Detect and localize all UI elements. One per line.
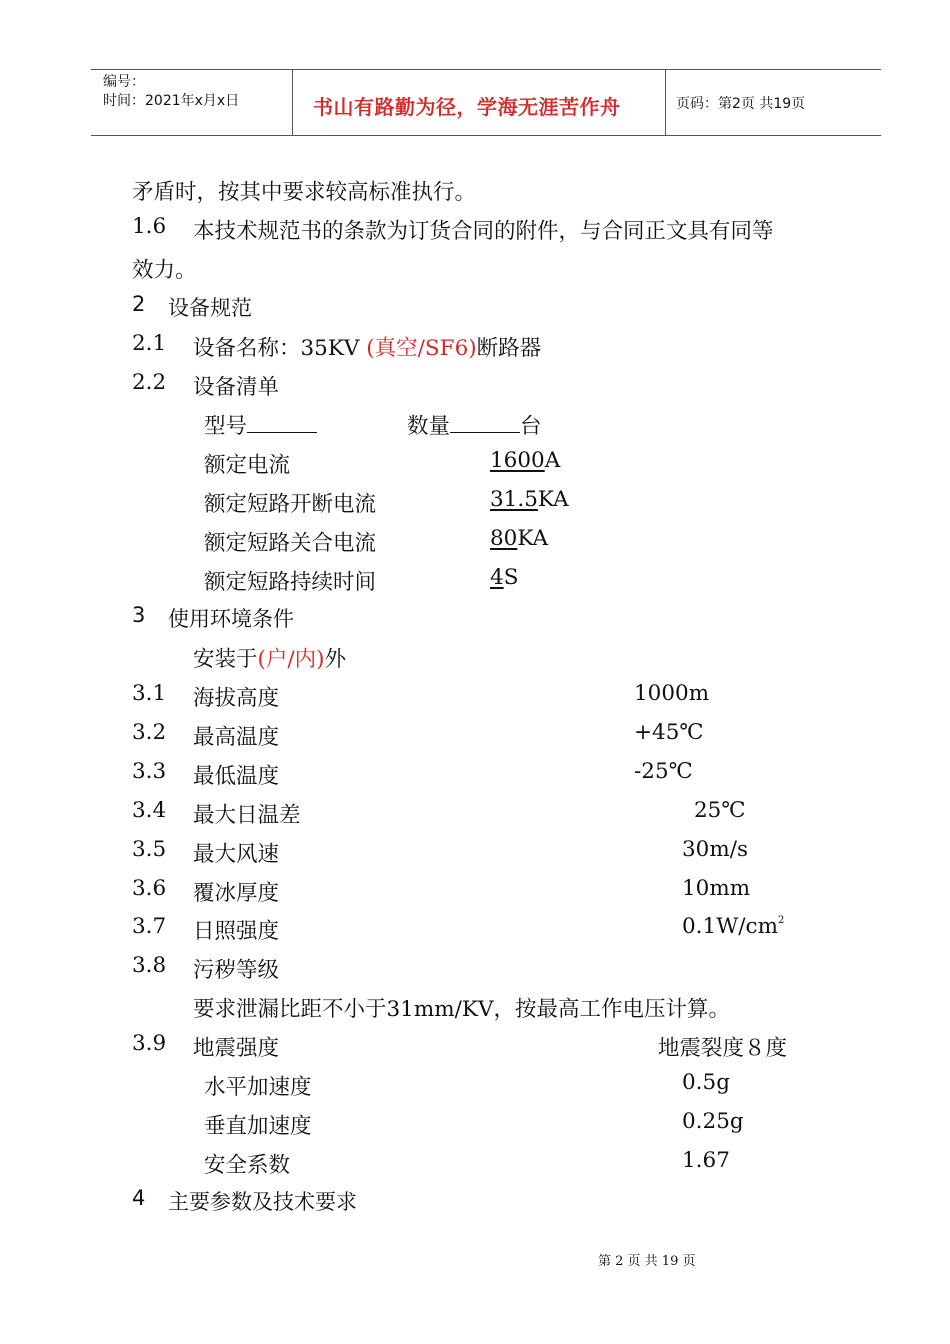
env-number: 3.5 bbox=[132, 837, 167, 862]
env-label: 覆冰厚度 bbox=[193, 881, 280, 906]
install-suffix: 外 bbox=[324, 647, 347, 672]
section-2-title: 设备规范 bbox=[168, 296, 252, 320]
spec-label: 额定短路开断电流 bbox=[204, 492, 377, 517]
env-value: $0.1W/cm^2$ bbox=[682, 914, 785, 939]
env-number: 3.6 bbox=[132, 876, 167, 901]
header-divider-2 bbox=[665, 69, 666, 136]
header-motto: 书山有路勤为径，学海无涯苦作舟 bbox=[313, 95, 621, 119]
clause-2-2-title: 设备清单 bbox=[193, 375, 280, 400]
env-value: -25℃ bbox=[634, 759, 693, 784]
clause-2-1-text bbox=[193, 331, 541, 362]
clause-3-8-number: 3.8 bbox=[132, 953, 167, 978]
device-name-suffix: 断路器 bbox=[476, 336, 542, 361]
env-value: 1000m bbox=[634, 681, 710, 706]
quantity-field bbox=[407, 409, 542, 440]
section-4-title: 主要参数及技术要求 bbox=[168, 1190, 357, 1214]
header-bottom-border bbox=[91, 135, 881, 136]
header-top-border bbox=[91, 69, 881, 70]
spec-label: 额定短路关合电流 bbox=[204, 531, 377, 556]
install-prefix: 安装于 bbox=[193, 647, 258, 672]
env-label: 最大日温差 bbox=[193, 803, 301, 828]
env-value: 10mm bbox=[682, 876, 751, 901]
model-field bbox=[204, 409, 317, 440]
device-name-prefix: 设备名称：35KV bbox=[193, 336, 367, 361]
clause-3-8-label: 污秽等级 bbox=[193, 958, 280, 983]
seismic-label: 安全系数 bbox=[204, 1153, 291, 1178]
section-4-number: 4 bbox=[132, 1186, 146, 1210]
header-divider-1 bbox=[292, 69, 293, 136]
spec-value: 80KA bbox=[490, 526, 549, 551]
env-number: 3.2 bbox=[132, 720, 167, 745]
spec-value: 31.5KA bbox=[490, 487, 569, 512]
seismic-label: 水平加速度 bbox=[204, 1075, 312, 1100]
clause-1-6-number: 1.6 bbox=[132, 214, 167, 239]
quantity-blank bbox=[450, 412, 520, 433]
clause-2-1-number: 2.1 bbox=[132, 331, 167, 356]
section-3-title: 使用环境条件 bbox=[168, 607, 294, 631]
header-number-label: 编号： bbox=[103, 74, 145, 90]
quantity-unit: 台 bbox=[520, 414, 542, 439]
section-2-number: 2 bbox=[132, 292, 146, 316]
spec-label: 额定电流 bbox=[204, 453, 291, 478]
clause-3-9-label: 地震强度 bbox=[193, 1036, 280, 1061]
seismic-value: 1.67 bbox=[682, 1148, 730, 1173]
device-type-option: (真空/SF6) bbox=[366, 336, 477, 361]
header-page-label: 页码：第2页 共19页 bbox=[676, 96, 806, 112]
spec-value: 4S bbox=[490, 565, 519, 590]
spec-value: 1600A bbox=[490, 448, 561, 473]
footer-page-number: 第 2 页 共 19 页 bbox=[598, 1254, 696, 1269]
superscript: 2 bbox=[777, 915, 785, 926]
spec-label: 额定短路持续时间 bbox=[204, 570, 377, 595]
seismic-value: 0.5g bbox=[682, 1070, 730, 1095]
install-location bbox=[193, 642, 346, 673]
env-number: 3.7 bbox=[132, 914, 167, 939]
seismic-value: 0.25g bbox=[682, 1109, 744, 1134]
continuation-line: 矛盾时，按其中要求较高标准执行。 bbox=[132, 180, 477, 205]
env-label: 最低温度 bbox=[193, 764, 280, 789]
env-number: 3.3 bbox=[132, 759, 167, 784]
env-label: 最高温度 bbox=[193, 725, 280, 750]
clause-3-9-value: 地震裂度８度 bbox=[658, 1036, 788, 1061]
env-value: 25℃ bbox=[694, 798, 746, 823]
clause-1-6-text: 本技术规范书的条款为订货合同的附件，与合同正文具有同等 bbox=[193, 219, 774, 244]
section-3-number: 3 bbox=[132, 603, 146, 627]
env-label: 最大风速 bbox=[193, 842, 280, 867]
quantity-label: 数量 bbox=[407, 414, 451, 439]
env-value: +45℃ bbox=[634, 720, 704, 745]
clause-3-8-text: 要求泄漏比距不小于31mm/KV，按最高工作电压计算。 bbox=[193, 997, 730, 1022]
install-option: (户/内) bbox=[257, 647, 325, 672]
clause-1-6-continuation: 效力。 bbox=[132, 258, 197, 283]
model-blank bbox=[247, 412, 317, 433]
env-label: 日照强度 bbox=[193, 919, 280, 944]
env-number: 3.1 bbox=[132, 681, 167, 706]
env-label: 海拔高度 bbox=[193, 686, 280, 711]
header-time-label: 时间：2021年x月x日 bbox=[103, 93, 240, 109]
seismic-label: 垂直加速度 bbox=[204, 1114, 312, 1139]
model-label: 型号 bbox=[204, 414, 248, 439]
clause-2-2-number: 2.2 bbox=[132, 370, 167, 395]
clause-3-9-number: 3.9 bbox=[132, 1031, 167, 1056]
env-number: 3.4 bbox=[132, 798, 167, 823]
env-value: 30m/s bbox=[682, 837, 749, 862]
